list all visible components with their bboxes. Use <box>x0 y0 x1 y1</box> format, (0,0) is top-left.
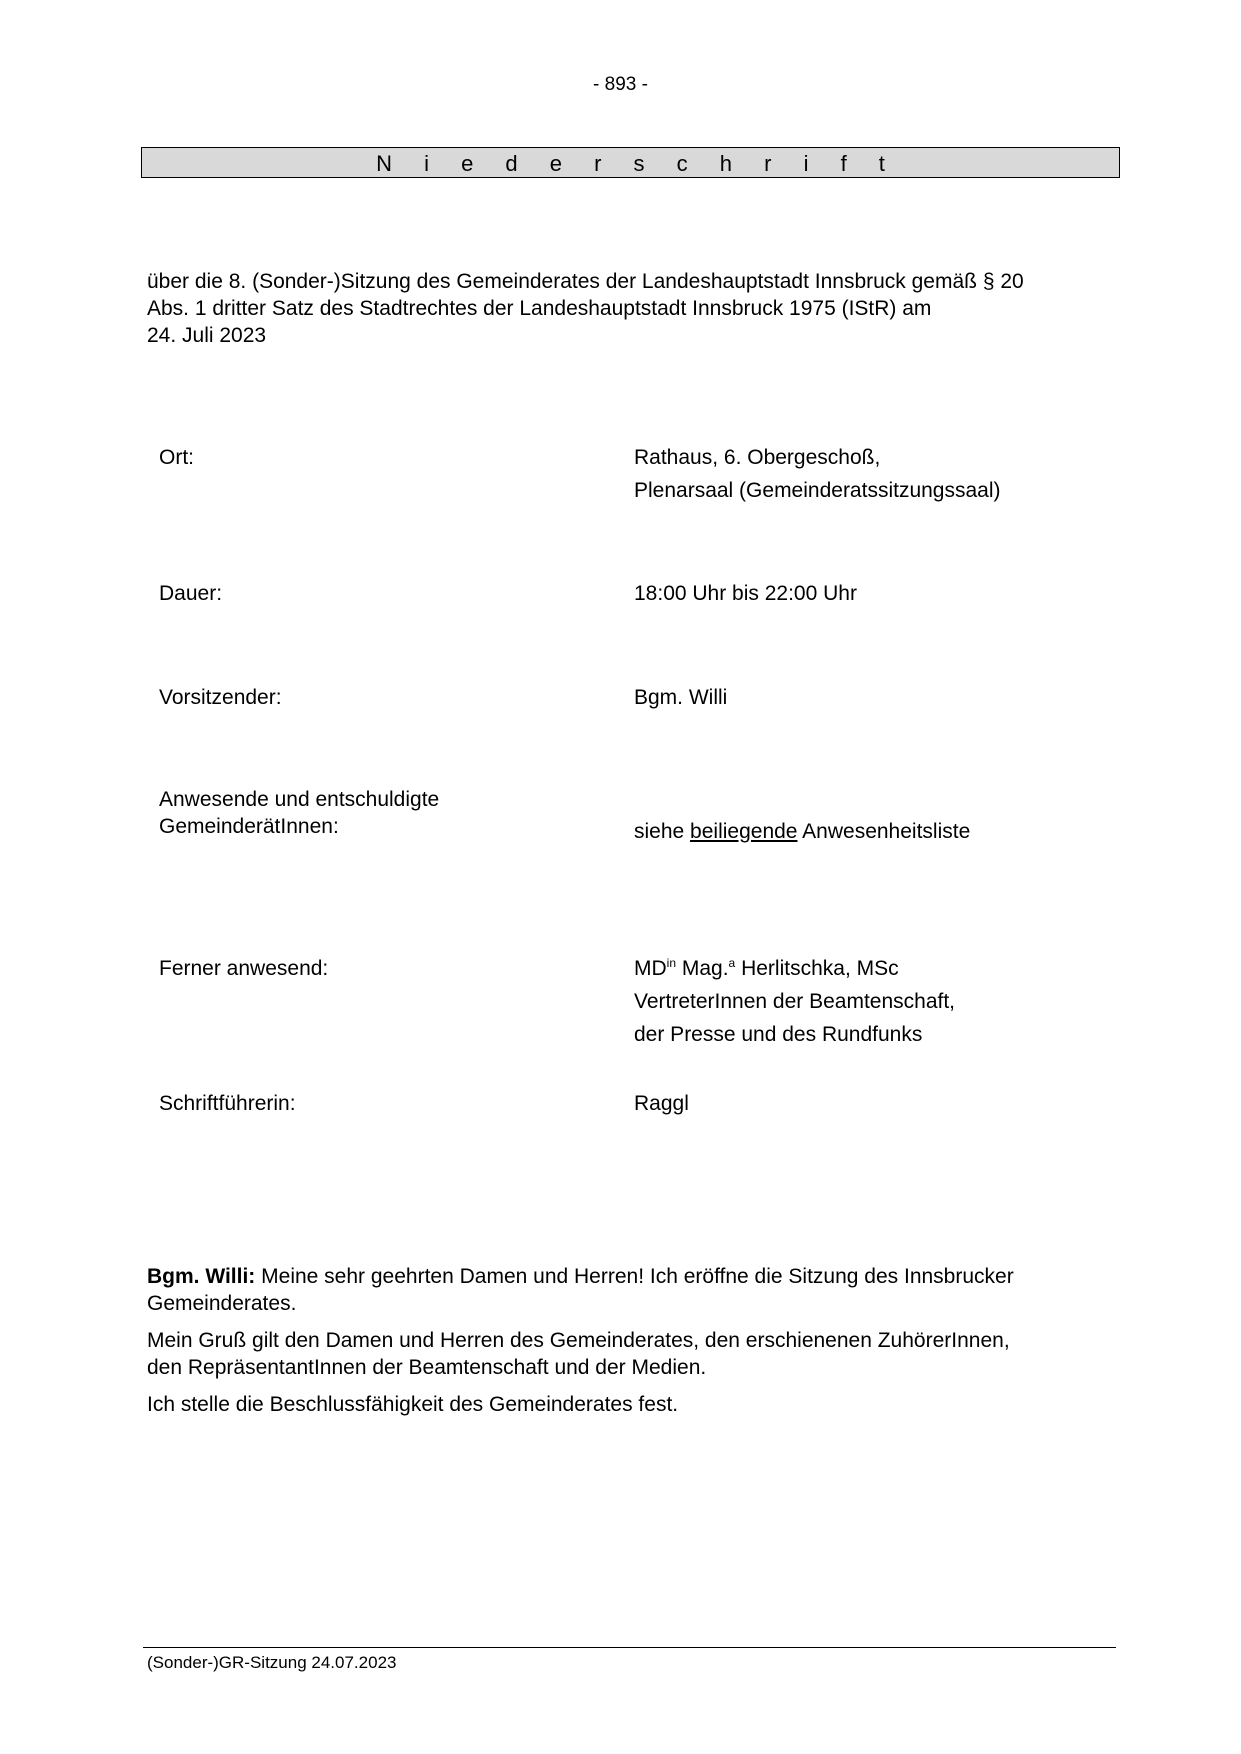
paragraph-line: Gemeinderates. <box>147 1292 297 1315</box>
schriftfuehrerin-label: Schriftführerin: <box>159 1092 296 1115</box>
dauer-value: 18:00 Uhr bis 22:00 Uhr <box>634 582 857 605</box>
intro-line: über die 8. (Sonder-)Sitzung des Gemeinderates der Landeshauptstadt Innsbruck gemäß § 20 <box>147 270 1024 293</box>
md-superscript: in <box>666 956 677 970</box>
anwesende-label-line: Anwesende und entschuldigte <box>159 788 440 811</box>
ort-value-line: Plenarsaal (Gemeinderatssitzungssaal) <box>634 479 1001 502</box>
anwesende-value-underlined: beiliegende <box>690 820 798 843</box>
ferner-value <box>634 952 955 1051</box>
footer-divider <box>143 1647 1116 1648</box>
schriftfuehrerin-value: Raggl <box>634 1092 689 1115</box>
paragraph-line: Ich stelle die Beschlussfähigkeit des Gemeinderates fest. <box>147 1393 679 1416</box>
ort-value-line: Rathaus, 6. Obergeschoß, <box>634 446 881 469</box>
document-title-box <box>141 147 1120 178</box>
minutes-body <box>147 1263 1107 1428</box>
paragraph <box>147 1391 1107 1418</box>
paragraph <box>147 1327 1107 1381</box>
paragraph-line: den RepräsentantInnen der Beamtenschaft und der Medien. <box>147 1356 707 1379</box>
paragraph-line: Mein Gruß gilt den Damen und Herren des Gemeinderates, den erschienenen ZuhörerInnen, <box>147 1329 1010 1352</box>
anwesende-value-prefix: siehe <box>634 820 685 843</box>
anwesende-value <box>634 815 970 848</box>
md-title: MD <box>634 957 667 980</box>
dauer-label: Dauer: <box>159 582 223 605</box>
footer-text: (Sonder-)GR-Sitzung 24.07.2023 <box>147 1653 397 1672</box>
vorsitzender-label: Vorsitzender: <box>159 686 282 709</box>
ferner-name: Herlitschka, MSc <box>741 957 899 980</box>
vorsitzender-value: Bgm. Willi <box>634 686 728 709</box>
intro-line: 24. Juli 2023 <box>147 324 267 347</box>
speech-text: Meine sehr geehrten Damen und Herren! Ich eröffne die Sitzung des Innsbrucker <box>261 1265 1014 1288</box>
speaker-name: Bgm. Willi: <box>147 1265 256 1288</box>
ferner-label: Ferner anwesend: <box>159 957 329 980</box>
paragraph-line <box>147 1263 1107 1290</box>
anwesende-value-suffix: Anwesenheitsliste <box>802 820 971 843</box>
ferner-value-line: VertreterInnen der Beamtenschaft, <box>634 990 956 1013</box>
mag-superscript: a <box>728 956 736 970</box>
ferner-value-line <box>634 952 955 985</box>
anwesende-label-line: GemeinderätInnen: <box>159 815 339 838</box>
ferner-value-line: der Presse und des Rundfunks <box>634 1023 923 1046</box>
intro-paragraph <box>147 268 1107 349</box>
document-title: N i e d e r s c h r i f t <box>376 151 898 176</box>
ort-label: Ort: <box>159 446 194 469</box>
ort-value <box>634 441 1001 507</box>
anwesende-label <box>159 786 439 840</box>
page-number: - 893 - <box>593 74 648 95</box>
intro-line: Abs. 1 dritter Satz des Stadtrechtes der Landeshauptstadt Innsbruck 1975 (IStR) am <box>147 297 932 320</box>
mag-title: Mag. <box>681 957 729 980</box>
paragraph <box>147 1263 1107 1317</box>
